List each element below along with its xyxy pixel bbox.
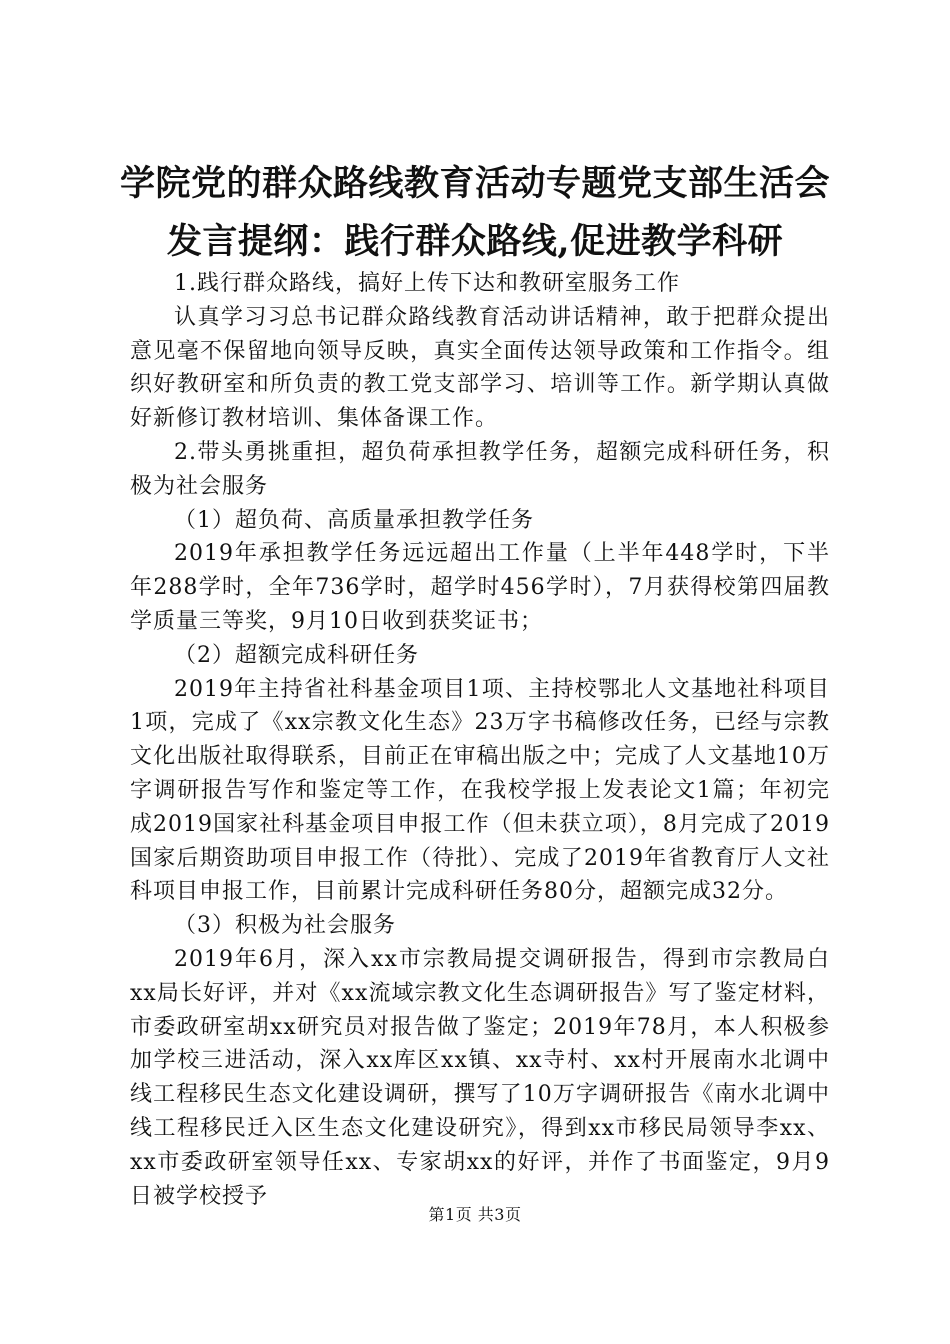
body-paragraph: 2019年6月，深入xx市宗教局提交调研报告，得到市宗教局白xx局长好评，并对《xx流域宗教文化生态调研报告》写了鉴定材料，市委政研室胡xx研究员对报告做了鉴定；2019年78月，本人积极参加学校三进活动，深入xx库区xx镇、xx寺村、xx村开展南水北调中线工程移民生态文化建设调研，撰写了10万字调研报告《南水北调中线工程移民迁入区生态文化建设研究》，得到xx市移民局领导李xx、xx市委政研室领导任xx、专家胡xx的好评，并作了书面鉴定，9月9日被学校授予 (130, 946, 830, 1209)
subsection-heading-2: （2）超额完成科研任务 (174, 642, 419, 668)
body-paragraph: 2019年主持省社科基金项目1项、主持校鄂北人文基地社科项目1项，完成了《xx宗教文化生态》23万字书稿修改任务，已经与宗教文化出版社取得联系，目前正在审稿出版之中；完成了人文基地10万字调研报告写作和鉴定等工作，在我校学报上发表论文1篇；年初完成2019国家社科基金项目申报工作（但未获立项），8月完成了2019国家后期资助项目申报工作（待批）、完成了2019年省教育厅人文社科项目申报工作，目前累计完成科研任务80分，超额完成32分。 (130, 676, 830, 905)
body-paragraph: 认真学习习总书记群众路线教育活动讲话精神，敢于把群众提出意见毫不保留地向领导反映，真实全面传达领导政策和工作指令。组织好教研室和所负责的教工党支部学习、培训等工作。新学期认真做好新修订教材培训、集体备课工作。 (130, 304, 830, 432)
document-title-line-2: 发言提纲：践行群众路线,促进教学科研 (166, 221, 784, 262)
subsection-heading-3: （3）积极为社会服务 (174, 913, 396, 939)
section-heading-1: 1.践行群众路线，搞好上传下达和教研室服务工作 (174, 271, 680, 296)
document-body (130, 267, 830, 1213)
section-heading-2: 2.带头勇挑重担，超负荷承担教学任务，超额完成科研任务，积极为社会服务 (130, 439, 830, 499)
document-title-line-1: 学院党的群众路线教育活动专题党支部生活会 (119, 163, 830, 204)
body-paragraph: 2019年承担教学任务远远超出工作量（上半年448学时，下半年288学时，全年736学时，超学时456学时），7月获得校第四届教学质量三等奖，9月10日收到获奖证书； (130, 541, 830, 634)
page-number-footer: 第1页 共3页 (428, 1205, 522, 1224)
subsection-heading-1: （1）超负荷、高质量承担教学任务 (174, 507, 534, 533)
